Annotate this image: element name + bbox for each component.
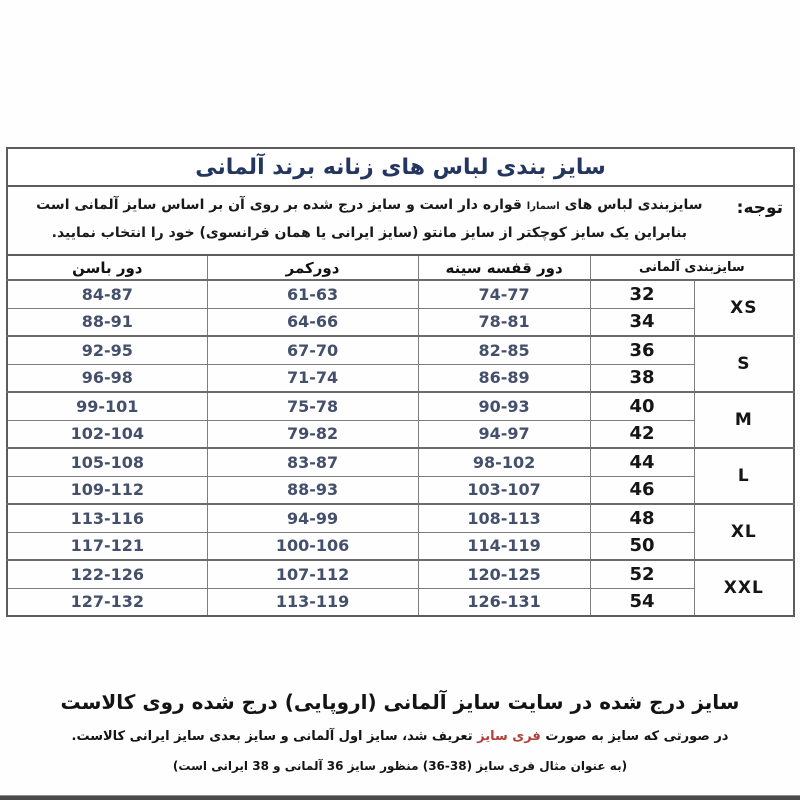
table-row <box>7 448 794 476</box>
waist-cell: 61-63 <box>207 280 418 308</box>
german-size-cell: 44 <box>590 448 694 476</box>
german-size-cell: 52 <box>590 560 694 588</box>
chest-cell: 108-113 <box>418 504 590 532</box>
hip-cell: 127-132 <box>7 588 207 616</box>
header-row <box>7 255 794 280</box>
german-size-cell: 40 <box>590 392 694 420</box>
hip-cell: 92-95 <box>7 336 207 364</box>
chest-cell: 78-81 <box>418 308 590 336</box>
chest-cell: 94-97 <box>418 420 590 448</box>
german-size-cell: 42 <box>590 420 694 448</box>
table-row <box>7 280 794 308</box>
table-row <box>7 588 794 616</box>
waist-cell: 88-93 <box>207 476 418 504</box>
waist-cell: 79-82 <box>207 420 418 448</box>
footer-freesize-highlight: فری سایز <box>477 729 541 744</box>
table-row <box>7 392 794 420</box>
footer-freesize-note <box>0 729 800 744</box>
size-group-cell: XXL <box>694 560 794 616</box>
waist-cell: 67-70 <box>207 336 418 364</box>
hip-cell: 122-126 <box>7 560 207 588</box>
table-row <box>7 308 794 336</box>
notice-cell <box>7 186 794 255</box>
notice-text-part3: بنابراین یک سایز کوچکتر از سایز مانتو (سایز ایرانی یا همان فرانسوی) خود را انتخاب نمایید. <box>51 224 688 241</box>
chest-cell: 82-85 <box>418 336 590 364</box>
table-row <box>7 476 794 504</box>
hip-cell: 105-108 <box>7 448 207 476</box>
hip-cell: 99-101 <box>7 392 207 420</box>
notice-text <box>12 192 727 247</box>
german-size-cell: 36 <box>590 336 694 364</box>
chest-cell: 103-107 <box>418 476 590 504</box>
hip-cell: 109-112 <box>7 476 207 504</box>
chest-cell: 90-93 <box>418 392 590 420</box>
page-title: سایز بندی لباس های زنانه برند آلمانی <box>7 148 794 186</box>
waist-cell: 75-78 <box>207 392 418 420</box>
footer-notes <box>0 690 800 773</box>
german-size-cell: 46 <box>590 476 694 504</box>
table-row <box>7 532 794 560</box>
brand-name: اسمارا <box>526 201 560 213</box>
german-size-cell: 34 <box>590 308 694 336</box>
header-chest: دور قفسه سینه <box>418 255 590 280</box>
chest-cell: 126-131 <box>418 588 590 616</box>
notice-text-part1: سایزبندی لباس های <box>564 197 703 214</box>
header-waist: دورکمر <box>207 255 418 280</box>
bottom-divider-bar <box>0 795 800 800</box>
footer-example-note: (به عنوان مثال فری سایز (38-36) منظور سایز 36 آلمانی و 38 ایرانی است) <box>172 759 628 773</box>
size-group-cell: XL <box>694 504 794 560</box>
size-table <box>6 147 795 617</box>
size-group-cell: L <box>694 448 794 504</box>
footer-freesize-after: تعریف شد، سایز اول آلمانی و سایز بعدی سایز ایرانی کالاست. <box>71 729 473 744</box>
german-size-cell: 48 <box>590 504 694 532</box>
german-size-cell: 50 <box>590 532 694 560</box>
header-german-size: سایزبندی آلمانی <box>590 255 794 280</box>
hip-cell: 117-121 <box>7 532 207 560</box>
chest-cell: 98-102 <box>418 448 590 476</box>
table-row <box>7 420 794 448</box>
waist-cell: 83-87 <box>207 448 418 476</box>
table-row <box>7 336 794 364</box>
waist-cell: 100-106 <box>207 532 418 560</box>
footer-freesize-before: در صورتی که سایز به صورت <box>545 729 729 744</box>
waist-cell: 71-74 <box>207 364 418 392</box>
chest-cell: 120-125 <box>418 560 590 588</box>
size-group-cell: S <box>694 336 794 392</box>
size-group-cell: XS <box>694 280 794 336</box>
size-group-cell: M <box>694 392 794 448</box>
hip-cell: 102-104 <box>7 420 207 448</box>
hip-cell: 96-98 <box>7 364 207 392</box>
german-size-cell: 54 <box>590 588 694 616</box>
waist-cell: 94-99 <box>207 504 418 532</box>
chest-cell: 74-77 <box>418 280 590 308</box>
waist-cell: 107-112 <box>207 560 418 588</box>
chest-cell: 114-119 <box>418 532 590 560</box>
chest-cell: 86-89 <box>418 364 590 392</box>
notice-text-part2: قواره دار است و سایز درج شده بر روی آن بر اساس سایز آلمانی است <box>36 197 522 214</box>
waist-cell: 64-66 <box>207 308 418 336</box>
notice-row <box>7 186 794 255</box>
german-size-cell: 38 <box>590 364 694 392</box>
german-size-cell: 32 <box>590 280 694 308</box>
footer-main-note: سایز درج شده در سایت سایز آلمانی (اروپایی) درج شده روی کالاست <box>60 690 740 714</box>
hip-cell: 84-87 <box>7 280 207 308</box>
notice-label: توجه: <box>736 198 784 219</box>
table-row <box>7 364 794 392</box>
waist-cell: 113-119 <box>207 588 418 616</box>
header-hip: دور باسن <box>7 255 207 280</box>
hip-cell: 88-91 <box>7 308 207 336</box>
title-row <box>7 148 794 186</box>
hip-cell: 113-116 <box>7 504 207 532</box>
table-row <box>7 560 794 588</box>
table-row <box>7 504 794 532</box>
notice <box>12 192 787 247</box>
